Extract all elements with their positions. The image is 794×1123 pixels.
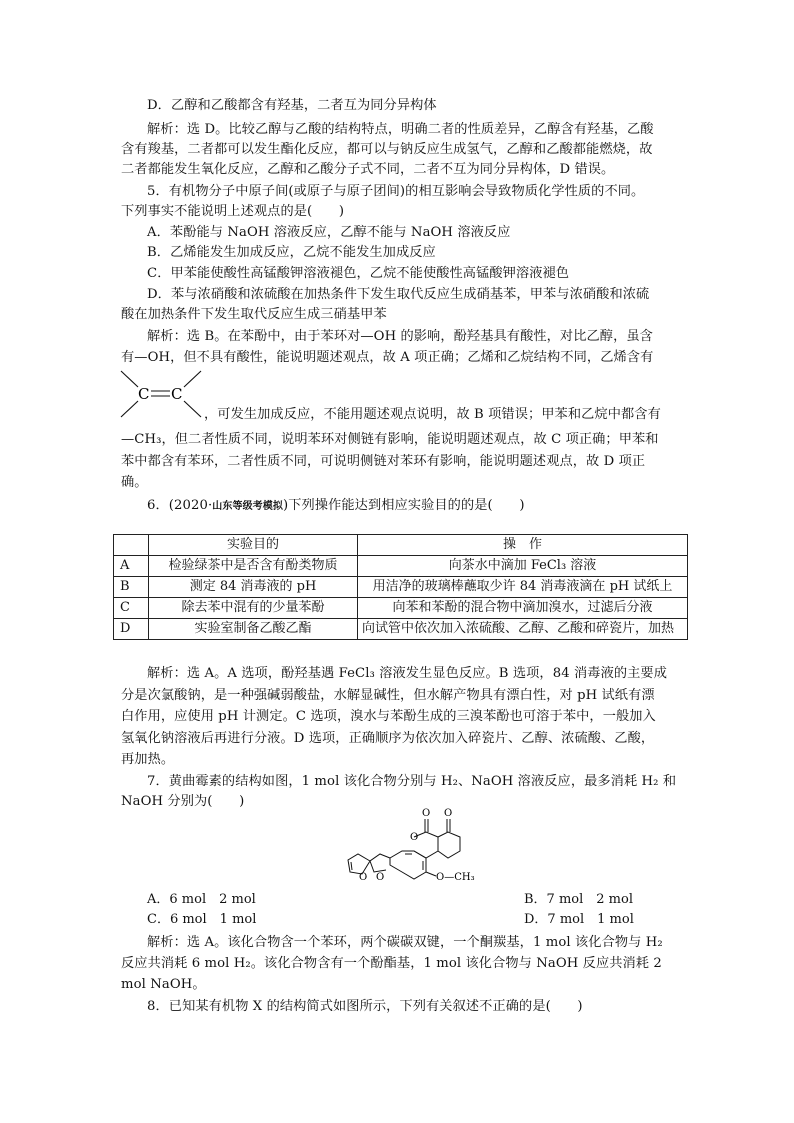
q7-explanation-line: 解析：选 A。该化合物含一个苯环，两个碳碳双键，一个酮羰基，1 mol 该化合物与 H₂ [147,935,663,950]
q6-source: 山东等级考模拟 [212,501,283,512]
q4-explanation-line: 解析：选 D。比较乙醇与乙酸的结构特点，明确二者的性质差异，乙醇含有羟基，乙酸 [147,122,654,137]
table-row: B 测定 84 消毒液的 pH 用洁净的玻璃棒蘸取少许 84 消毒液滴在 pH 试纸上 [114,577,688,598]
q7-option-c: C．6 mol 1 mol [147,912,257,927]
table-row: A 检验绿茶中是否含有酚类物质 向茶水中滴加 FeCl₃ 溶液 [114,556,688,577]
table-header-row [114,535,688,556]
atom-c-left: C [138,385,150,403]
q7-option-b: B．7 mol 2 mol [524,892,633,907]
q7-explanation-line: mol NaOH。 [121,977,206,992]
q5-explanation-line: 确。 [121,475,148,490]
q7-stem: NaOH 分别为( ) [121,794,245,809]
q5-explanation-line: —CH₃，但二者性质不同，说明苯环对侧链有影响，能说明题述观点，故 C 项正确；甲苯和 [121,432,659,447]
q5-option-a: A．苯酚能与 NaOH 溶液反应，乙醇不能与 NaOH 溶液反应 [147,225,511,240]
svg-text:O: O [359,872,368,883]
q5-explanation-line: 有—OH，但不具有酸性，能说明题述观点，故 A 项正确；乙烯和乙烷结构不同，乙烯含有 [121,350,654,365]
ethylene-structure [118,368,206,420]
q7-explanation-line: 反应共消耗 6 mol H₂。该化合物含有一个酚酯基，1 mol 该化合物与 NaOH 反应共消耗 2 [121,956,662,971]
svg-text:O: O [422,808,431,819]
q7-option-d: D．7 mol 1 mol [524,912,634,927]
q5-option-b: B．乙烯能发生加成反应，乙烷不能发生加成反应 [147,245,436,260]
svg-text:O: O [444,808,453,819]
q5-stem: 下列事实不能说明上述观点的是( ) [121,204,345,219]
q6-explanation-line: 再加热。 [121,752,175,767]
header-operation: 操 作 [358,535,688,556]
q5-explanation-line: 解析：选 B。在苯酚中，由于苯环对—OH 的影响，酚羟基具有酸性，对比乙醇，虽含 [147,329,653,344]
q5-option-d-cont: 酸在加热条件下发生取代反应生成三硝基甲苯 [121,307,387,322]
atom-c-right: C [171,385,183,403]
q6-explanation-line: 解析：选 A。A 选项，酚羟基遇 FeCl₃ 溶液发生显色反应。B 选项，84 消毒液的主要成 [147,666,668,681]
q6-explanation-line: 氢氧化钠溶液后再进行分液。D 选项，正确顺序为依次加入碎瓷片、乙醇、浓硫酸、乙酸， [121,731,655,746]
table-row: C 除去苯中混有的少量苯酚 向苯和苯酚的混合物中滴加溴水，过滤后分液 [114,598,688,619]
q6-stem: 6．(2020·山东等级考模拟)下列操作能达到相应实验目的的是( ) [147,498,525,513]
q5-explanation-line: ，可发生加成反应，不能用题述观点说明，故 B 项错误；甲苯和乙烷中都含有 [204,407,661,422]
svg-text:O: O [376,872,385,883]
q5-explanation-line: 苯中都含有苯环，二者性质不同，可说明侧链对苯环有影响，能说明题述观点，故 D 项正 [121,454,646,469]
q8-stem: 8．已知某有机物 X 的结构简式如图所示，下列有关叙述不正确的是( ) [147,999,583,1014]
table-row: D 实验室制备乙酸乙酯 向试管中依次加入浓硫酸、乙醇、乙酸和碎瓷片，加热 [114,619,688,640]
q4-option-d: D．乙醇和乙酸都含有羟基，二者互为同分异构体 [147,98,437,113]
q4-explanation-line: 含有羧基，二者都可以发生酯化反应，都可以与钠反应生成氢气，乙醇和乙酸都能燃烧，故 [121,142,653,157]
aflatoxin-structure [340,804,480,886]
q5-option-c: C．甲苯能使酸性高锰酸钾溶液褪色，乙烷不能使酸性高锰酸钾溶液褪色 [147,266,570,281]
experiment-table [113,534,688,640]
methoxy-label: O—CH₃ [436,872,475,883]
q6-explanation-line: 白作用，应使用 pH 计测定。C 选项，溴水与苯酚生成的三溴苯酚也可溶于苯中，一般加入 [121,709,656,724]
q5-stem: 5．有机物分子中原子间(或原子与原子团间)的相互影响会导致物质化学性质的不同。 [147,184,645,199]
q6-explanation-line: 分是次氯酸钠，是一种强碱弱酸盐，水解显碱性，但水解产物具有漂白性，对 pH 试纸有漂 [121,688,655,703]
q5-option-d: D．苯与浓硝酸和浓硫酸在加热条件下发生取代反应生成硝基苯，甲苯与浓硝酸和浓硫 [147,287,650,302]
q7-option-a: A．6 mol 2 mol [147,892,256,907]
svg-text:O: O [410,832,419,843]
header-aim: 实验目的 [149,535,358,556]
q4-explanation-line: 二者都能发生氧化反应，乙醇和乙酸分子式不同，二者不互为同分异构体，D 错误。 [121,162,615,177]
q7-stem: 7．黄曲霉素的结构如图，1 mol 该化合物分别与 H₂、NaOH 溶液反应，最多消耗 H₂ 和 [147,774,677,789]
